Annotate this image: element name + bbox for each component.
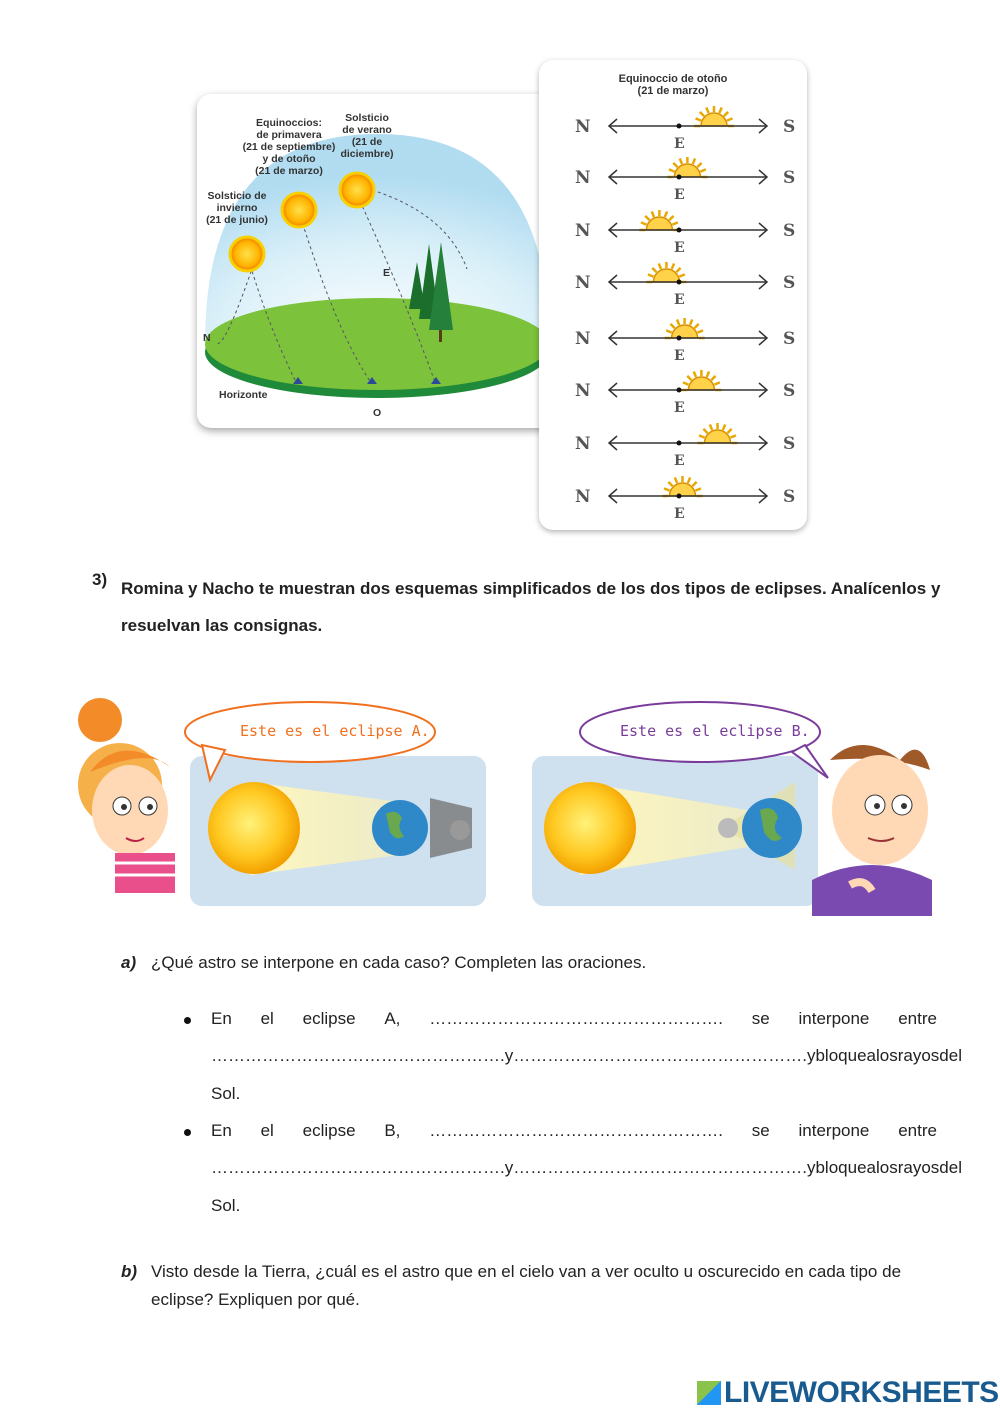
sun-ray xyxy=(696,118,702,120)
word: eclipse xyxy=(302,1009,356,1028)
north-label: N xyxy=(575,381,591,401)
sun-ray xyxy=(700,112,704,116)
label-solsticio-verano: Solsticio de verano (21 de diciembre) xyxy=(340,112,394,160)
sun-ray xyxy=(641,222,647,224)
north-label: N xyxy=(575,329,591,349)
word: entre xyxy=(898,1009,937,1028)
sun-path-diagram xyxy=(197,94,555,428)
sun-ray xyxy=(680,159,682,165)
word: y xyxy=(504,1158,514,1177)
east-marker xyxy=(677,441,682,446)
south-label: S xyxy=(783,117,796,137)
sun-ray xyxy=(719,108,721,114)
sun-ray xyxy=(730,435,736,437)
equinox-strip xyxy=(539,60,807,530)
word: los xyxy=(875,1158,898,1177)
sun-ray xyxy=(679,274,685,276)
question-number: 3) xyxy=(92,570,108,589)
sun-ray xyxy=(693,159,695,165)
eclipse-illustration xyxy=(60,690,940,920)
sun-ray xyxy=(727,118,733,120)
sun-ray xyxy=(652,212,654,218)
word: eclipse xyxy=(302,1121,356,1140)
south-label: S xyxy=(783,381,796,401)
sun-half xyxy=(670,483,696,496)
sun-ray xyxy=(683,382,689,384)
south-label: S xyxy=(783,168,796,188)
sun-ray xyxy=(710,425,712,431)
logo-text: LIVEWORKSHEETS xyxy=(724,1376,999,1409)
sun-half xyxy=(653,269,679,282)
north-label: N xyxy=(575,273,591,293)
east-label: E xyxy=(674,292,685,308)
east-marker xyxy=(677,228,682,233)
word: se xyxy=(751,1121,770,1140)
east-label: E xyxy=(674,348,685,364)
sun-ray xyxy=(694,324,698,328)
south-label: S xyxy=(783,487,796,507)
bubble-b-text: Este es el eclipse B. xyxy=(620,722,810,740)
blank-field[interactable]: ……………………………………………. xyxy=(513,1046,807,1065)
word: En xyxy=(211,1009,232,1028)
sun-ray xyxy=(723,425,725,431)
blank-field[interactable]: ……………………………………………. xyxy=(211,1046,505,1065)
sun-ray xyxy=(652,268,656,272)
word: y xyxy=(504,1046,514,1065)
sun-half xyxy=(705,430,731,443)
east-marker xyxy=(677,336,682,341)
sun-ray xyxy=(697,163,701,167)
east-marker xyxy=(677,280,682,285)
sun-half xyxy=(646,217,672,230)
east-marker xyxy=(677,124,682,129)
sun-ray xyxy=(669,169,675,171)
equinox-title: Equinoccio de otoño (21 de marzo) xyxy=(618,73,728,97)
sun-ray xyxy=(677,320,679,326)
sun-ray xyxy=(659,264,661,270)
north-label: N xyxy=(575,434,591,454)
east-label: E xyxy=(674,400,685,416)
sun-ray xyxy=(670,324,674,328)
dir-east-label: E xyxy=(383,267,391,279)
bullet1-line2 xyxy=(211,1046,962,1066)
dir-north-label: N xyxy=(203,332,211,344)
sun-ray xyxy=(695,488,701,490)
word: interpone xyxy=(798,1009,870,1028)
sun-ray xyxy=(714,382,720,384)
sun-ray xyxy=(645,216,649,220)
word: entre xyxy=(898,1121,937,1140)
sun-ray xyxy=(672,264,674,270)
word: interpone xyxy=(798,1121,870,1140)
blank-field[interactable]: ……………………………………………. xyxy=(429,1009,723,1028)
sun-ray xyxy=(690,320,692,326)
east-marker xyxy=(677,175,682,180)
sun-ray xyxy=(694,372,696,378)
part-a-label: a) xyxy=(121,953,137,972)
part-b-question: Visto desde la Tierra, ¿cuál es el astro que en el cielo van a ver oculto u oscurecido en cada tipo de eclipse? Expliquen por qué. xyxy=(151,1262,902,1309)
sun-ray xyxy=(707,372,709,378)
part-a-question: ¿Qué astro se interpone en cada caso? Completen las oraciones. xyxy=(151,953,647,972)
sun-ray xyxy=(676,268,680,272)
sun-ray xyxy=(724,112,728,116)
dir-west-label: O xyxy=(373,407,382,419)
word: del xyxy=(939,1158,962,1177)
blank-field[interactable]: ……………………………………………. xyxy=(513,1158,807,1177)
bubble-a-text: Este es el eclipse A. xyxy=(240,722,430,740)
east-label: E xyxy=(674,187,685,203)
blank-field[interactable]: ……………………………………………. xyxy=(211,1158,505,1177)
north-label: N xyxy=(575,168,591,188)
south-label: S xyxy=(783,273,796,293)
word: se xyxy=(751,1009,770,1028)
north-label: N xyxy=(575,117,591,137)
word: el xyxy=(260,1009,274,1028)
part-b-label: b) xyxy=(121,1262,138,1281)
word: y xyxy=(806,1158,816,1177)
north-label: N xyxy=(575,487,591,507)
equinox-rows xyxy=(539,60,807,530)
sun-ray xyxy=(687,376,691,380)
east-marker xyxy=(677,388,682,393)
north-label: N xyxy=(575,221,591,241)
east-label: E xyxy=(674,240,685,256)
east-label: E xyxy=(674,136,685,152)
sun-ray xyxy=(675,478,677,484)
word: el xyxy=(260,1121,274,1140)
east-marker xyxy=(677,494,682,499)
bullet-2 xyxy=(184,1129,191,1136)
sun-half xyxy=(688,377,714,390)
sun-ray xyxy=(699,435,705,437)
word: En xyxy=(211,1121,232,1140)
east-label: E xyxy=(674,506,685,522)
word: bloquea xyxy=(815,1158,876,1177)
south-label: S xyxy=(783,221,796,241)
sun-ray xyxy=(703,429,707,433)
sun-ray xyxy=(700,169,706,171)
sun-ray xyxy=(664,488,670,490)
word: B, xyxy=(384,1121,401,1140)
liveworksheets-logo xyxy=(697,1376,999,1410)
sun-ray xyxy=(711,376,715,380)
sun-ray xyxy=(692,482,696,486)
word: del xyxy=(939,1046,962,1065)
south-label: S xyxy=(783,329,796,349)
word: los xyxy=(875,1046,898,1065)
logo-icon xyxy=(697,1381,721,1405)
bullet-1 xyxy=(184,1017,191,1024)
sun-ray xyxy=(668,482,672,486)
east-label: E xyxy=(674,453,685,469)
sun-ray xyxy=(666,330,672,332)
label-solsticio-invierno: Solsticio de invierno (21 de junio) xyxy=(206,190,268,226)
sun-ray xyxy=(672,222,678,224)
sun-half xyxy=(701,113,727,126)
sun-ray xyxy=(688,478,690,484)
word: A, xyxy=(384,1009,401,1028)
bullet2-line2 xyxy=(211,1158,962,1178)
blank-field[interactable]: ……………………………………………. xyxy=(429,1121,723,1140)
sun-ray xyxy=(727,429,731,433)
word: rayos xyxy=(897,1158,940,1177)
sun-ray xyxy=(669,216,673,220)
bullet1-line1 xyxy=(211,1009,937,1029)
horizonte-label: Horizonte xyxy=(219,389,268,401)
sun-ray xyxy=(706,108,708,114)
sun-ray xyxy=(698,330,704,332)
question-text: Romina y Nacho te muestran dos esquemas simplificados de los dos tipos de eclipses. Analícenlos y resuelvan las consignas. xyxy=(121,579,941,635)
word: bloquea xyxy=(815,1046,876,1065)
label-equinoccios: Equinoccios: de primavera (21 de septiembre) y de otoño (21 de marzo) xyxy=(242,117,336,177)
bullet1-line3: Sol. xyxy=(211,1084,241,1103)
word: rayos xyxy=(897,1046,940,1065)
sun-ray xyxy=(673,163,677,167)
bullet2-line3: Sol. xyxy=(211,1196,241,1215)
sun-half xyxy=(672,325,698,338)
sun-ray xyxy=(665,212,667,218)
word: y xyxy=(806,1046,816,1065)
sun-ray xyxy=(648,274,654,276)
south-label: S xyxy=(783,434,796,454)
bullet2-line1 xyxy=(211,1121,937,1141)
